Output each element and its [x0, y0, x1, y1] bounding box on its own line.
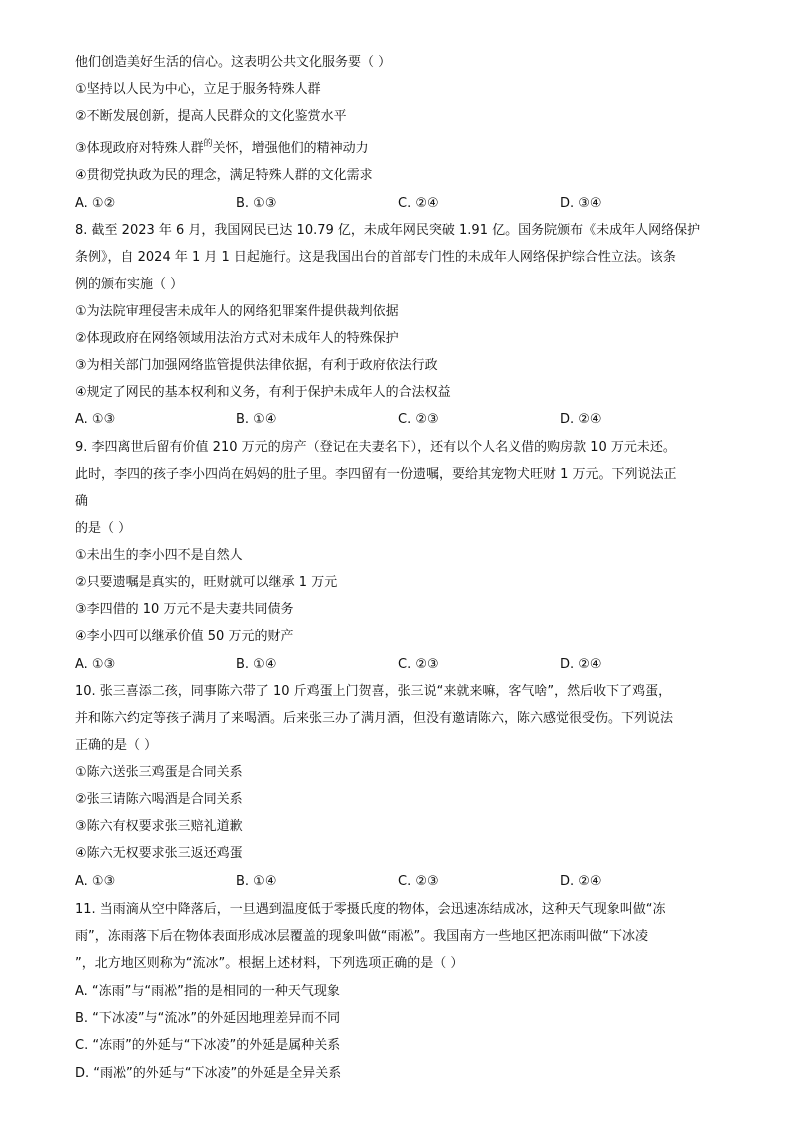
q9-statement-3: ③李四借的 10 万元不是夫妻共同债务: [75, 602, 294, 617]
q8-statement-2: ②体现政府在网络领域用法治方式对未成年人的特殊保护: [75, 331, 399, 346]
q9-stem-line-1: 9. 李四离世后留有价值 210 万元的房产（登记在夫妻名下），还有以个人名义借的购房款 10 万元未还。: [75, 440, 676, 455]
q9-option-b[interactable]: B. ①④: [236, 657, 277, 672]
q10-option-b[interactable]: B. ①④: [236, 874, 277, 889]
q11-option-c[interactable]: C. “冻雨”的外延与“下冰凌”的外延是属种关系: [75, 1038, 341, 1053]
q10-statement-3: ③陈六有权要求张三赔礼道歉: [75, 819, 243, 834]
q9-statement-4: ④李小四可以继承价值 50 万元的财产: [75, 629, 294, 644]
q7-statement-2: ②不断发展创新，提高人民群众的文化鉴赏水平: [75, 109, 347, 124]
q11-stem-line-2: 雨”，冻雨落下后在物体表面形成冰层覆盖的现象叫做“雨凇”。我国南方一些地区把冻雨叫做“下冰凌: [75, 929, 648, 944]
q8-statement-1: ①为法院审理侵害未成年人的网络犯罪案件提供裁判依据: [75, 304, 399, 319]
q8-statement-3: ③为相关部门加强网络监管提供法律依据，有利于政府依法行政: [75, 358, 438, 373]
q10-stem-line-1: 10. 张三喜添二孩，同事陈六带了 10 斤鸡蛋上门贺喜，张三说“来就来嘛，客气啥”，然后收下了鸡蛋，: [75, 684, 672, 699]
q9-stem-line-3: 确: [75, 494, 89, 509]
q7-statement-3-part-b: 关怀，增强他们的精神动力: [212, 141, 369, 156]
q9-statement-1: ①未出生的李小四不是自然人: [75, 548, 243, 563]
q7-option-c[interactable]: C. ②④: [398, 196, 439, 211]
q11-option-b[interactable]: B. “下冰凌”与“流冰”的外延因地理差异而不同: [75, 1011, 341, 1026]
q9-option-d[interactable]: D. ②④: [560, 657, 602, 672]
q11-option-a[interactable]: A. “冻雨”与“雨凇”指的是相同的一种天气现象: [75, 984, 340, 999]
q8-stem-line-3: 例的颁布实施（ ）: [75, 277, 184, 292]
q9-option-c[interactable]: C. ②③: [398, 657, 439, 672]
q7-statement-3-part-a: ③体现政府对特殊人群: [75, 141, 204, 156]
q8-option-a[interactable]: A. ①③: [75, 412, 116, 427]
q8-stem-line-2: 条例》，自 2024 年 1 月 1 日起施行。这是我国出台的首部专门性的未成年人网络保护综合性立法。该条: [75, 250, 676, 265]
q9-stem-line-4: 的是（ ）: [75, 521, 132, 536]
q9-stem-line-2: 此时，李四的孩子李小四尚在妈妈的肚子里。李四留有一份遗嘱，要给其宠物犬旺财 1 万元。下列说法正: [75, 467, 677, 482]
q7-option-b[interactable]: B. ①③: [236, 196, 277, 211]
q10-stem-line-3: 正确的是（ ）: [75, 738, 158, 753]
q8-option-d[interactable]: D. ②④: [560, 412, 602, 427]
q10-statement-4: ④陈六无权要求张三返还鸡蛋: [75, 846, 243, 861]
q10-statement-1: ①陈六送张三鸡蛋是合同关系: [75, 765, 243, 780]
q7-option-d[interactable]: D. ③④: [560, 196, 602, 211]
q10-option-d[interactable]: D. ②④: [560, 874, 602, 889]
q11-stem-line-3: ”，北方地区则称为“流冰”。根据上述材料，下列选项正确的是（ ）: [75, 956, 464, 971]
q7-statement-3: [75, 140, 369, 159]
q7-statement-3-superscript: 的: [203, 139, 213, 149]
q8-option-b[interactable]: B. ①④: [236, 412, 277, 427]
q9-statement-2: ②只要遗嘱是真实的，旺财就可以继承 1 万元: [75, 575, 338, 590]
q8-stem-line-1: 8. 截至 2023 年 6 月，我国网民已达 10.79 亿，未成年网民突破 1.91 亿。国务院颁布《未成年人网络保护: [75, 223, 701, 238]
q8-option-c[interactable]: C. ②③: [398, 412, 439, 427]
q7-option-a[interactable]: A. ①②: [75, 196, 116, 211]
q10-statement-2: ②张三请陈六喝酒是合同关系: [75, 792, 243, 807]
q11-stem-line-1: 11. 当雨滴从空中降落后，一旦遇到温度低于零摄氏度的物体，会迅速冻结成冰，这种天气现象叫做“冻: [75, 902, 666, 917]
q7-statement-4: ④贯彻党执政为民的理念，满足特殊人群的文化需求: [75, 168, 373, 183]
q11-option-d[interactable]: D. “雨凇”的外延与“下冰凌”的外延是全异关系: [75, 1066, 342, 1081]
q7-stem-continuation: 他们创造美好生活的信心。这表明公共文化服务要（ ）: [75, 55, 392, 70]
q9-option-a[interactable]: A. ①③: [75, 657, 116, 672]
q10-option-c[interactable]: C. ②③: [398, 874, 439, 889]
q10-stem-line-2: 并和陈六约定等孩子满月了来喝酒。后来张三办了满月酒，但没有邀请陈六，陈六感觉很受伤。下列说法: [75, 711, 674, 726]
q8-statement-4: ④规定了网民的基本权利和义务，有利于保护未成年人的合法权益: [75, 385, 451, 400]
q7-statement-1: ①坚持以人民为中心，立足于服务特殊人群: [75, 82, 321, 97]
q10-option-a[interactable]: A. ①③: [75, 874, 116, 889]
